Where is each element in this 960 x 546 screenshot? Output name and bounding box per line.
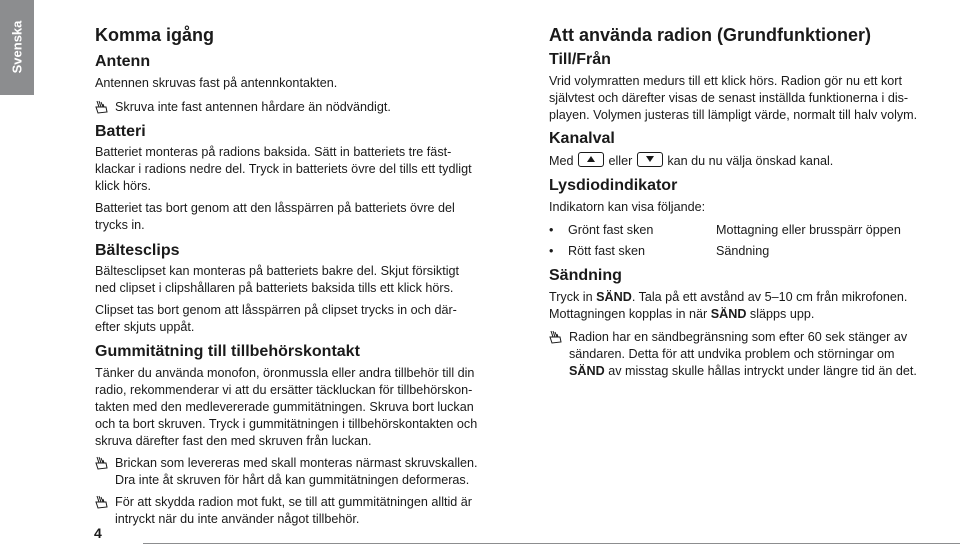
heading-lysdiodindikator: Lysdiodindikator: [549, 177, 678, 194]
gummi-note-1: [95, 455, 507, 489]
section-title-att-anvanda-radion: Att använda radion (Grundfunktioner): [549, 25, 871, 45]
sandning-line2-c: släpps upp.: [749, 307, 815, 321]
sandning-note-line3-c: av misstag skulle hållas intryckt under längre tid än det.: [608, 364, 917, 378]
kanalval-text: [549, 152, 949, 170]
gummi-line4: och ta bort skruven. Tryck i gummitätningen i tillbehörskontakten och: [95, 417, 478, 431]
till-fran-line2: självtest och därefter visas de senast inställda funktionerna i dis-: [549, 91, 909, 105]
kanalval-before: Med: [549, 154, 574, 168]
batteri-p1-line1: Batteriet monteras på radions baksida. Sätt in batteriets tre fäst-: [95, 145, 452, 159]
antenn-note-text: Skruva inte fast antennen hårdare än nödvändigt.: [115, 100, 391, 114]
page-number: 4: [94, 525, 102, 541]
gummi-note-1-line2: Dra inte åt skruven för hårt då kan gummitätningen deformeras.: [115, 473, 470, 487]
hand-note-icon: [95, 100, 108, 114]
sand-key-label: SÄND: [596, 290, 632, 304]
heading-antenn: Antenn: [95, 53, 151, 70]
arrow-up-key-icon: [578, 152, 604, 167]
heading-batteri: Batteri: [95, 123, 146, 140]
sandning-note: [549, 329, 949, 380]
antenn-text: Antennen skruvas fast på antennkontakten.: [95, 76, 338, 90]
batteri-p1-line2: klackar i radions nedre del. Tryck in batteriets övre del tills ett tydligt: [95, 162, 472, 176]
indicator-meaning: Sändning: [716, 244, 770, 258]
language-tab: [0, 0, 34, 95]
bullet: •: [549, 223, 554, 237]
baltesclips-p2-line2: efter skjuts uppåt.: [95, 320, 195, 334]
sandning-line1: [549, 289, 949, 306]
kanalval-after: kan du nu välja önskad kanal.: [667, 154, 834, 168]
sandning-line1-c: . Tala på ett avstånd av 5–10 cm från mikrofonen.: [631, 290, 908, 304]
heading-baltesclips: Bältesclips: [95, 242, 180, 259]
bullet: •: [549, 244, 554, 258]
hand-note-icon: [95, 456, 108, 470]
baltesclips-p1-line2: ned clipset i clipshållaren på batteriets baksida tills ett klick hörs.: [95, 281, 454, 295]
sandning-note-line1: Radion har en sändbegränsning som efter 60 sek stänger av: [569, 330, 908, 344]
section-title-komma-igang: Komma igång: [95, 25, 215, 45]
antenn-note: [95, 99, 507, 116]
sand-key-label: SÄND: [710, 307, 747, 321]
gummi-line3: takten med den medlevererade gummitätningen. Skruva bort luckan: [95, 400, 474, 414]
footer-divider: [143, 543, 960, 544]
lysdiod-intro: Indikatorn kan visa följande:: [549, 200, 706, 214]
arrow-down-key-icon: [637, 152, 663, 167]
sandning-note-line2: sändaren. Detta för att undvika problem och störningar om: [569, 347, 895, 361]
indicator-row: [549, 243, 949, 264]
gummi-note-1-line1: Brickan som levereras med skall monteras närmast skruvskallen.: [115, 456, 478, 470]
right-column: [549, 24, 949, 380]
gummi-line1: Tänker du använda monofon, öronmussla eller andra tillbehör till din: [95, 366, 475, 380]
sand-key-label: SÄND: [569, 364, 605, 378]
baltesclips-p1-line1: Bältesclipset kan monteras på batteriets bakre del. Skjut försiktigt: [95, 264, 459, 278]
gummi-line2: radio, rekommenderar vi att du ersätter täckluckan för tillbehörskon-: [95, 383, 473, 397]
batteri-p2-line2: trycks in.: [95, 218, 145, 232]
indicator-state: Grönt fast sken: [568, 223, 654, 237]
indicator-state: Rött fast sken: [568, 244, 645, 258]
heading-kanalval: Kanalval: [549, 130, 615, 147]
batteri-p1-line3: klick hörs.: [95, 179, 151, 193]
sandning-line1-a: Tryck in: [549, 290, 593, 304]
gummi-note-2-line1: För att skydda radion mot fukt, se till att gummitätningen alltid är: [115, 495, 472, 509]
indicator-meaning: Mottagning eller brusspärr öppen: [716, 223, 901, 237]
heading-till-fran: Till/Från: [549, 51, 611, 68]
indicator-row: [549, 222, 949, 243]
gummi-note-2-line2: intryckt när du inte använder något tillbehör.: [115, 512, 360, 526]
hand-note-icon: [95, 495, 108, 509]
kanalval-middle: eller: [608, 154, 633, 168]
till-fran-line3: playen. Volymen justeras till lämpligt värde, normalt till halv volym.: [549, 108, 918, 122]
sandning-line2: [549, 306, 949, 323]
till-fran-line1: Vrid volymratten medurs till ett klick hörs. Radion gör nu ett kort: [549, 74, 902, 88]
batteri-p2-line1: Batteriet tas bort genom att den låsspärren på batteriets övre del: [95, 201, 455, 215]
language-tab-label: Svenska: [9, 20, 25, 74]
left-column: [95, 24, 507, 528]
hand-note-icon: [549, 330, 562, 344]
sandning-line2-a: Mottagningen kopplas in när: [549, 307, 708, 321]
heading-gummitatning: Gummitätning till tillbehörskontakt: [95, 343, 360, 360]
heading-sandning: Sändning: [549, 267, 622, 284]
sandning-note-line3: [569, 363, 949, 380]
baltesclips-p2-line1: Clipset tas bort genom att låsspärren på clipset trycks in och där-: [95, 303, 457, 317]
gummi-line5: skruva därefter fast den med skruven från luckan.: [95, 434, 372, 448]
gummi-note-2: [95, 494, 507, 528]
